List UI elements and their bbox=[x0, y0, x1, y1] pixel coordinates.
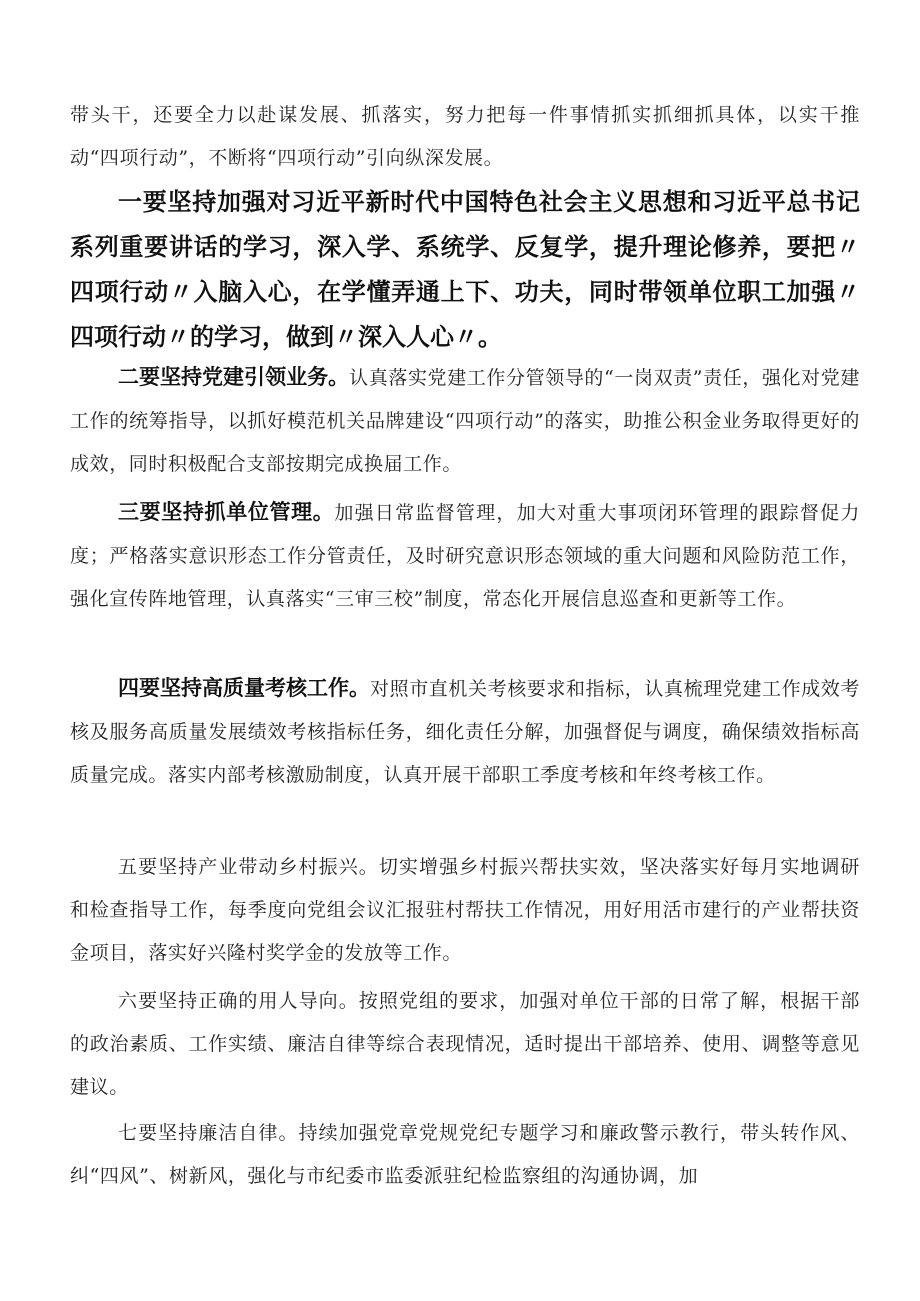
paragraph-body: 一要坚持加强对习近平新时代中国特色社会主义思想和习近平总书记系列重要讲话的学习，深入学、系统学、反复学，提升理论修养，要把〃四项行动〃入脑入心，在学懂弄通上下、功夫，同时带领单位职工加强〃四项行动〃的学习，做到〃深入人心〃。 bbox=[70, 188, 860, 351]
intro-paragraph bbox=[70, 94, 860, 180]
paragraph-body: 对照市直机关考核要求和指标，认真梳理党建工作成效考核及服务高质量发展绩效考核指标任务，细化责任分解，加强督促与调度，确保绩效指标高质量完成。落实内部考核激励制度，认真开展干部职工季度考核和年终考核工作。 bbox=[70, 678, 861, 786]
intro-text: 带头干，还要全力以赴谋发展、抓落实，努力把每一件事情抓实抓细抓具体，以实干推动“四项行动”，不断将“四项行动”引向纵深发展。 bbox=[70, 104, 860, 169]
paragraph-item-6 bbox=[70, 980, 860, 1109]
paragraph-item-1 bbox=[70, 180, 860, 360]
paragraph-item-4 bbox=[70, 667, 860, 797]
paragraph-lead: 三要坚持抓单位管理。 bbox=[118, 500, 335, 524]
paragraph-lead: 四要坚持高质量考核工作。 bbox=[118, 676, 370, 700]
paragraph-body: 认真落实党建工作分管领导的“一岗双责”责任，强化对党建工作的统筹指导，以抓好模范机关品牌建设“四项行动”的落实，助推公积金业务取得更好的成效，同时积极配合支部按期完成换届工作。 bbox=[70, 367, 860, 475]
paragraph-lead: 二要坚持党建引领业务。 bbox=[118, 365, 350, 389]
paragraph-item-5 bbox=[70, 846, 860, 975]
paragraph-body: 五要坚持产业带动乡村振兴。切实增强乡村振兴帮扶实效，坚决落实好每月实地调研和检查指导工作，每季度向党组会议汇报驻村帮扶工作情况，用好用活市建行的产业帮扶资金项目，落实好兴隆村奖学金的发放等工作。 bbox=[70, 856, 860, 964]
paragraph-body: 七要坚持廉洁自律。持续加强党章党规党纪专题学习和廉政警示教行，带头转作风、纠“四风”、树新风，强化与市纪委市监委派驻纪检监察组的沟通协调，加 bbox=[70, 1122, 860, 1187]
paragraph-item-3 bbox=[70, 491, 860, 621]
paragraph-item-2 bbox=[70, 356, 860, 486]
paragraph-body: 六要坚持正确的用人导向。按照党组的要求，加强对单位干部的日常了解，根据干部的政治素质、工作实绩、廉洁自律等综合表现情况，适时提出干部培养、使用、调整等意见建议。 bbox=[70, 990, 860, 1098]
paragraph-item-7 bbox=[70, 1112, 860, 1198]
paragraph-body: 加强日常监督管理，加大对重大事项闭环管理的跟踪督促力度；严格落实意识形态工作分管责任，及时研究意识形态领域的重大问题和风险防范工作，强化宣传阵地管理，认真落实“三审三校”制度，常态化开展信息巡查和更新等工作。 bbox=[70, 502, 861, 610]
